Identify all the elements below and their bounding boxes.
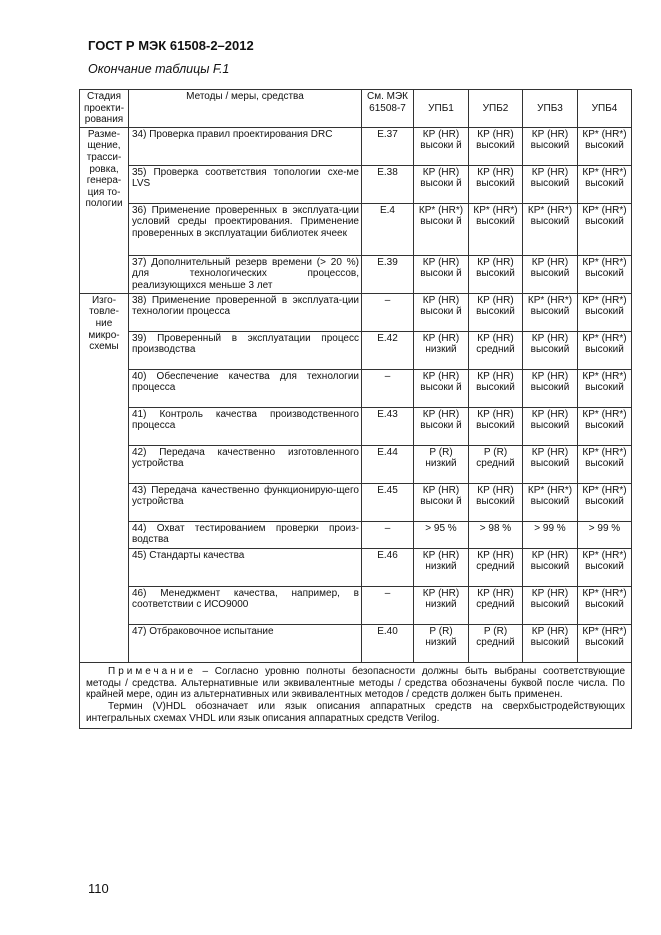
table-continuation-title: Окончание таблицы F.1 (88, 62, 230, 76)
sil4-cell: КР* (HR*) высокий (578, 369, 632, 407)
method-cell: 39) Проверенный в эксплуатации процесс производства (129, 331, 362, 369)
sil4-cell: КР* (HR*) высокий (578, 293, 632, 331)
method-cell: 43) Передача качественно функционирую-щего устройства (129, 483, 362, 521)
sil3-cell: КР (HR) высокий (523, 407, 578, 445)
sil3-cell: КР (HR) высокий (523, 586, 578, 624)
col-header-stage: Стадия проекти-рования (80, 90, 129, 128)
sil1-cell: КР (HR) высоки й (414, 407, 469, 445)
ref-cell: E.46 (362, 548, 414, 586)
ref-cell: E.42 (362, 331, 414, 369)
col-header-ref: См. МЭК 61508-7 (362, 90, 414, 128)
ref-cell: E.43 (362, 407, 414, 445)
method-cell: 41) Контроль качества производственного процесса (129, 407, 362, 445)
method-cell: 38) Применение проверенной в эксплуата-ции технологии процесса (129, 293, 362, 331)
sil4-cell: КР* (HR*) высокий (578, 165, 632, 203)
ref-cell: E.39 (362, 255, 414, 293)
sil1-cell: КР (HR) высоки й (414, 165, 469, 203)
col-header-sil4: УПБ4 (578, 90, 632, 128)
table-row (80, 445, 632, 483)
note-row (80, 662, 632, 728)
sil3-cell: КР (HR) высокий (523, 624, 578, 662)
method-cell: 46) Менеджмент качества, например, в соответствии с ИСО9000 (129, 586, 362, 624)
method-cell: 45) Стандарты качества (129, 548, 362, 586)
sil3-cell: КР (HR) высокий (523, 369, 578, 407)
sil4-cell: КР* (HR*) высокий (578, 624, 632, 662)
table-row (80, 369, 632, 407)
sil1-cell: КР (HR) низкий (414, 331, 469, 369)
sil2-cell: КР (HR) средний (469, 331, 523, 369)
note-label: Примечание (108, 665, 196, 677)
sil4-cell: КР* (HR*) высокий (578, 407, 632, 445)
sil1-cell: КР (HR) низкий (414, 548, 469, 586)
sil3-cell: КР (HR) высокий (523, 255, 578, 293)
col-header-sil3: УПБ3 (523, 90, 578, 128)
sil4-cell: КР* (HR*) высокий (578, 255, 632, 293)
method-cell: 40) Обеспечение качества для технологии процесса (129, 369, 362, 407)
sil3-cell: КР (HR) высокий (523, 445, 578, 483)
sil4-cell: КР* (HR*) высокий (578, 445, 632, 483)
document-header: ГОСТ Р МЭК 61508-2–2012 (88, 38, 254, 53)
table-row (80, 331, 632, 369)
ref-cell: E.40 (362, 624, 414, 662)
sil3-cell: КР* (HR*) высокий (523, 203, 578, 255)
method-cell: 35) Проверка соответствия топологии схе-ме LVS (129, 165, 362, 203)
note-term-text: Термин (V)HDL обозначает или язык описания аппаратных средств на сверхбыстродействующих интегральных схемах VHDL или язык описания аппаратных средств Verilog. (86, 701, 625, 724)
ref-cell: E.44 (362, 445, 414, 483)
sil4-cell: КР* (HR*) высокий (578, 483, 632, 521)
sil2-cell: Р (R) средний (469, 624, 523, 662)
sil3-cell: КР (HR) высокий (523, 548, 578, 586)
sil1-cell: Р (R) низкий (414, 445, 469, 483)
note-cell (80, 662, 632, 728)
sil1-cell: > 95 % (414, 521, 469, 548)
ref-cell: – (362, 293, 414, 331)
sil1-cell: КР (HR) высоки й (414, 293, 469, 331)
sil3-cell: КР (HR) высокий (523, 165, 578, 203)
col-header-sil1: УПБ1 (414, 90, 469, 128)
table-row (80, 407, 632, 445)
table-header-row (80, 90, 632, 128)
ref-cell: E.37 (362, 127, 414, 165)
sil1-cell: КР* (HR*) высоки й (414, 203, 469, 255)
stage-cell: Разме-щение, трасси-ровка, генера-ция то-пологии (80, 127, 129, 293)
sil2-cell: КР (HR) высокий (469, 255, 523, 293)
sil4-cell: КР* (HR*) высокий (578, 203, 632, 255)
method-cell: 42) Передача качественно изготовленного устройства (129, 445, 362, 483)
sil2-cell: КР (HR) высокий (469, 407, 523, 445)
col-header-sil2: УПБ2 (469, 90, 523, 128)
table-row (80, 127, 632, 165)
sil2-cell: КР (HR) средний (469, 586, 523, 624)
sil2-cell: КР (HR) высокий (469, 165, 523, 203)
stage-cell: Изго-товле-ние микро-схемы (80, 293, 129, 662)
method-cell: 37) Дополнительный резерв времени (> 20 %) для технологических процессов, реализующихся меньше 3 лет (129, 255, 362, 293)
table-row (80, 624, 632, 662)
table-row (80, 293, 632, 331)
table-row (80, 548, 632, 586)
ref-cell: – (362, 369, 414, 407)
ref-cell: E.38 (362, 165, 414, 203)
sil1-cell: КР (HR) высоки й (414, 483, 469, 521)
sil4-cell: КР* (HR*) высокий (578, 127, 632, 165)
sil2-cell: КР (HR) средний (469, 548, 523, 586)
ref-cell: – (362, 521, 414, 548)
sil4-cell: КР* (HR*) высокий (578, 548, 632, 586)
sil2-cell: Р (R) средний (469, 445, 523, 483)
sil3-cell: КР (HR) высокий (523, 331, 578, 369)
table-row (80, 165, 632, 203)
page-number: 110 (88, 881, 109, 896)
sil2-cell: КР (HR) высокий (469, 369, 523, 407)
sil1-cell: КР (HR) низкий (414, 586, 469, 624)
sil1-cell: КР (HR) высоки й (414, 369, 469, 407)
method-cell: 44) Охват тестированием проверки произ-водства (129, 521, 362, 548)
note-text: – Согласно уровню полноты безопасности должны быть выбраны соответствующие методы / средства. Альтернативные или эквивалентные методы / средства обозначены буквой после числа. По крайней мере, один из альтернативных или эквивалентных методов / средств должен быть применен. (86, 665, 626, 701)
sil4-cell: КР* (HR*) высокий (578, 331, 632, 369)
method-cell: 36) Применение проверенных в эксплуата-ции условий среды проектирования. Применение проверенных в эксплуатации библиотек ячеек (129, 203, 362, 255)
sil4-cell: > 99 % (578, 521, 632, 548)
sil3-cell: > 99 % (523, 521, 578, 548)
col-header-methods: Методы / меры, средства (129, 90, 362, 128)
methods-table (79, 89, 632, 729)
method-cell: 34) Проверка правил проектирования DRC (129, 127, 362, 165)
sil2-cell: КР* (HR*) высокий (469, 203, 523, 255)
sil3-cell: КР* (HR*) высокий (523, 293, 578, 331)
ref-cell: E.45 (362, 483, 414, 521)
sil3-cell: КР (HR) высокий (523, 127, 578, 165)
table-row (80, 586, 632, 624)
sil3-cell: КР* (HR*) высокий (523, 483, 578, 521)
table-row (80, 255, 632, 293)
ref-cell: – (362, 586, 414, 624)
table-row (80, 521, 632, 548)
sil2-cell: КР (HR) высокий (469, 293, 523, 331)
sil1-cell: КР (HR) высоки й (414, 255, 469, 293)
sil2-cell: > 98 % (469, 521, 523, 548)
sil2-cell: КР (HR) высокий (469, 127, 523, 165)
ref-cell: E.4 (362, 203, 414, 255)
sil1-cell: КР (HR) высоки й (414, 127, 469, 165)
table-row (80, 203, 632, 255)
sil1-cell: Р (R) низкий (414, 624, 469, 662)
table-row (80, 483, 632, 521)
sil4-cell: КР* (HR*) высокий (578, 586, 632, 624)
method-cell: 47) Отбраковочное испытание (129, 624, 362, 662)
sil2-cell: КР (HR) высокий (469, 483, 523, 521)
